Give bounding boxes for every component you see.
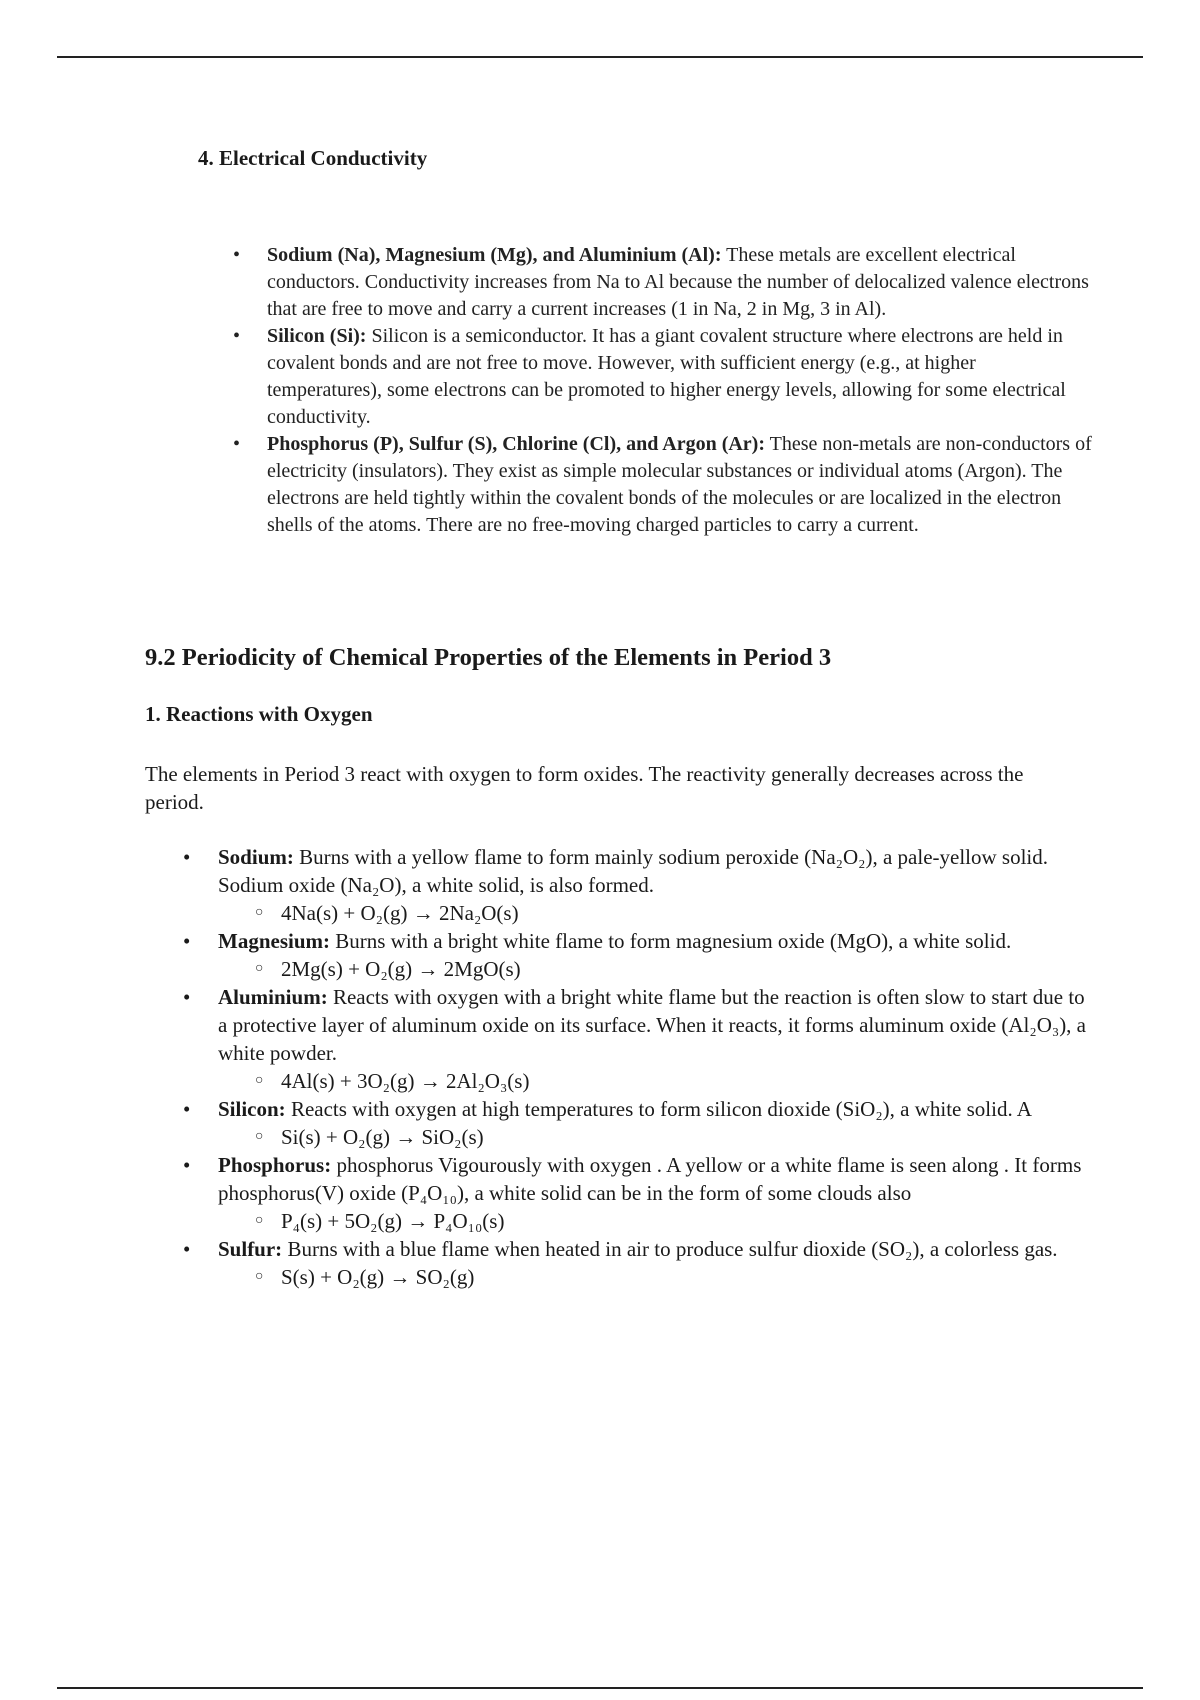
item-term: Phosphorus (P), Sulfur (S), Chlorine (Cl), and Argon (Ar):: [267, 433, 765, 455]
equation-item: [178, 899, 1098, 927]
bullet-icon: •: [183, 985, 191, 1009]
bullet-icon: •: [183, 1237, 191, 1261]
bullet-icon: •: [183, 1097, 191, 1121]
conductivity-list: [225, 242, 1095, 539]
item-term: Silicon (Si):: [267, 325, 367, 347]
bullet-icon: •: [233, 325, 241, 347]
equation-item: [178, 1067, 1098, 1095]
item-term: Sodium (Na), Magnesium (Mg), and Aluminium (Al):: [267, 244, 722, 266]
equation-item: [178, 1263, 1098, 1291]
item-term: Silicon:: [218, 1097, 286, 1121]
bullet-icon: •: [183, 1153, 191, 1177]
equation-item: [178, 1207, 1098, 1235]
list-item: [178, 1151, 1098, 1207]
conductivity-heading: 4. Electrical Conductivity: [198, 146, 428, 170]
list-item: [225, 242, 1095, 323]
item-text: These metals are excellent electrical conductors. Conductivity increases from Na to Al because the number of delocalized valence electrons that are free to move and carry a current increases (1 in Na, 2 in Mg, 3 in Al).: [267, 244, 1089, 320]
item-term: Sulfur:: [218, 1237, 283, 1261]
bullet-icon: •: [233, 433, 241, 455]
reactions-heading: 1. Reactions with Oxygen: [145, 702, 373, 726]
equation: P₄(s) + 5O₂(g) → P₄O₁₀(s): [281, 1209, 505, 1233]
item-term: Aluminium:: [218, 985, 328, 1009]
list-item: [178, 843, 1098, 899]
list-item: [225, 323, 1095, 431]
circle-bullet-icon: ○: [255, 1129, 264, 1144]
item-text: These non-metals are non-conductors of electricity (insulators). They exist as simple molecular substances or individual atoms (Argon). The electrons are held tightly within the covalent bonds of the molecules or are localized in the electron shells of the atoms. There are no free-moving charged particles to carry a current.: [267, 433, 1092, 536]
item-text: Reacts with oxygen at high temperatures to form silicon dioxide (SiO₂), a white solid. A: [285, 1097, 1032, 1121]
equation: 2Mg(s) + O₂(g) → 2MgO(s): [281, 957, 521, 981]
circle-bullet-icon: ○: [255, 961, 264, 976]
equation: Si(s) + O₂(g) → SiO₂(s): [281, 1125, 484, 1149]
item-term: Magnesium:: [218, 929, 330, 953]
bullet-icon: •: [183, 845, 191, 869]
item-text: phosphorus Vigourously with oxygen . A yellow or a white flame is seen along . It forms phosphorus(V) oxide (P₄O₁₀), a white solid can be in the form of some clouds also: [218, 1153, 1082, 1205]
equation: 4Na(s) + O₂(g) → 2Na₂O(s): [281, 901, 519, 925]
list-item: [178, 927, 1098, 955]
item-term: Phosphorus:: [218, 1153, 332, 1177]
bullet-icon: •: [233, 244, 241, 266]
equation-item: [178, 1123, 1098, 1151]
section-heading: 9.2 Periodicity of Chemical Properties of the Elements in Period 3: [145, 644, 832, 671]
list-item: [178, 1095, 1098, 1123]
reactions-list: [178, 843, 1098, 1291]
list-item: [178, 1235, 1098, 1263]
equation: 4Al(s) + 3O₂(g) → 2Al₂O₃(s): [281, 1069, 530, 1093]
item-term: Sodium:: [218, 845, 294, 869]
item-text: Reacts with oxygen with a bright white flame but the reaction is often slow to start due to a protective layer of aluminum oxide on its surface. When it reacts, it forms aluminum oxide (Al₂O₃), a white powder.: [218, 985, 1087, 1065]
circle-bullet-icon: ○: [255, 1073, 264, 1088]
circle-bullet-icon: ○: [255, 1269, 264, 1284]
circle-bullet-icon: ○: [255, 1213, 264, 1228]
equation: S(s) + O₂(g) → SO₂(g): [281, 1265, 475, 1289]
equation-item: [178, 955, 1098, 983]
item-text: Silicon is a semiconductor. It has a giant covalent structure where electrons are held in covalent bonds and are not free to move. However, with sufficient energy (e.g., at higher temperatures), some electrons can be promoted to higher energy levels, allowing for some electrical conductivity.: [267, 325, 1066, 428]
circle-bullet-icon: ○: [255, 905, 264, 920]
bottom-rule: [57, 1687, 1143, 1689]
intro-paragraph: The elements in Period 3 react with oxygen to form oxides. The reactivity generally decreases across the period.: [145, 762, 1024, 814]
list-item: [225, 431, 1095, 539]
list-item: [178, 983, 1098, 1067]
item-text: Burns with a bright white flame to form magnesium oxide (MgO), a white solid.: [330, 929, 1012, 953]
top-rule: [57, 56, 1143, 58]
item-text: Burns with a blue flame when heated in air to produce sulfur dioxide (SO₂), a colorless gas.: [282, 1237, 1058, 1261]
bullet-icon: •: [183, 929, 191, 953]
item-text: Burns with a yellow flame to form mainly sodium peroxide (Na₂O₂), a pale-yellow solid. Sodium oxide (Na₂O), a white solid, is also formed.: [218, 845, 1049, 897]
